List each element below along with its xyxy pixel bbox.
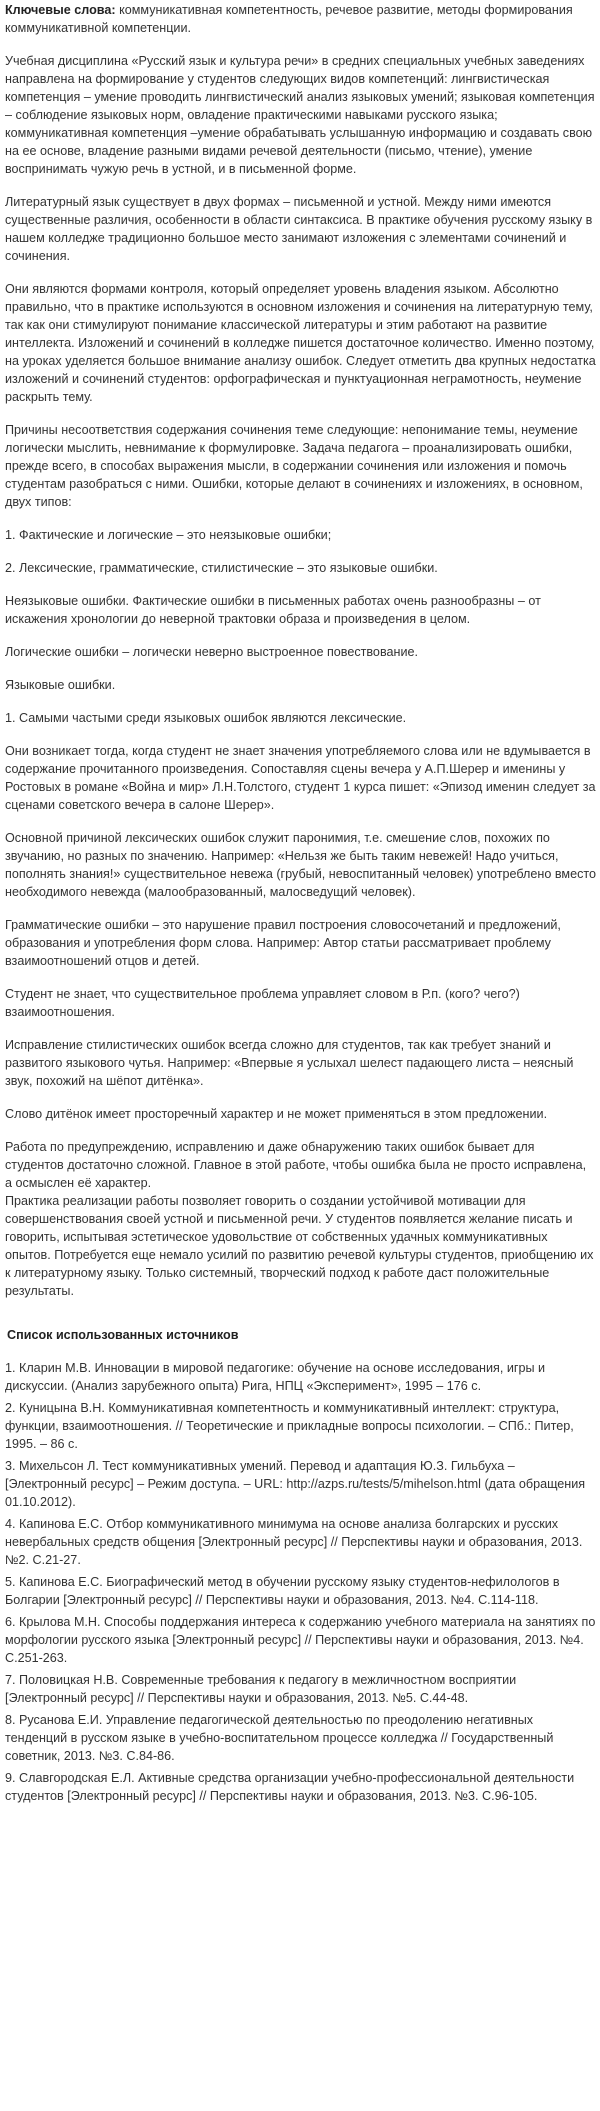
references-title: Список использованных источников	[7, 1328, 239, 1342]
keywords-text: коммуникативная компетентность, речевое развитие, методы формирования коммуникативной компетенции.	[5, 3, 573, 35]
paragraph: Учебная дисциплина «Русский язык и культура речи» в средних специальных учебных заведениях направлена на формирование у студентов следующих видов компетенций: лингвистическая компетенция – умение проводить лингвистический анализ языковых умений; языковая компетенция – соблюдение языковых норм, овладение практическими навыками русского языка; коммуникативная компетенция –умение обрабатывать услышанную информацию и создавать свою на ее основе, владение разными видами речевой деятельности (письмо, чтение), умение воспринимать чужую речь в устной, и в письменной форме.	[5, 54, 595, 176]
paragraph: Литературный язык существует в двух формах – письменной и устной. Между ними имеются существенные различия, особенности в области синтаксиса. В практике обучения русскому языку в нашем колледже традиционно большое место занимают изложения с элементами сочинений и сочинения.	[5, 195, 593, 263]
reference-item: 9. Славгородская Е.Л. Активные средства организации учебно-профессиональной деятельности студентов [Электронный ресурс] // Перспективы науки и образования, 2013. №3. С.96-105.	[5, 1771, 575, 1803]
paragraph: Студент не знает, что существительное проблема управляет словом в Р.п. (кого? чего?) взаимоотношения.	[5, 987, 520, 1019]
paragraph: Основной причиной лексических ошибок служит паронимия, т.е. смешение слов, похожих по звучанию, но разных по значению. Например: «Нельзя же быть таким невежей! Надо учиться, пополнять знания!» существительное невежа (грубый, невоспитанный человек) употреблено вместо необходимого невежда (малообразованный, малосведущий человек).	[5, 831, 597, 899]
reference-item: 5. Капинова Е.С. Биографический метод в обучении русскому языку студентов-нефилологов в Болгарии [Электронный ресурс] // Перспективы науки и образования, 2013. №4. С.114-118.	[5, 1575, 560, 1607]
paragraph: Исправление стилистических ошибок всегда сложно для студентов, так как требует знаний и развитого языкового чутья. Например: «Впервые я услыхал шелест падающего листа – неясный звук, похожий на шёпот дитёнка».	[5, 1038, 574, 1088]
paragraph: Логические ошибки – логически неверно выстроенное повествование.	[5, 645, 418, 659]
reference-item: 1. Кларин М.В. Инновации в мировой педагогике: обучение на основе исследования, игры и дискуссии. (Анализ зарубежного опыта) Рига, НПЦ «Эксперимент», 1995 – 176 с.	[5, 1361, 546, 1393]
paragraph: Они возникает тогда, когда студент не знает значения употребляемого слова или не вдумывается в содержание прочитанного произведения. Сопоставляя сцены вечера у А.П.Шерер и именины у Ростовых в романе «Война и мир» Л.Н.Толстого, студент 1 курса пишет: «Эпизод именин следует за сценами советского вечера в салоне Шерер».	[5, 744, 596, 812]
paragraph: Работа по предупреждению, исправлению и даже обнаружению таких ошибок бывает для студентов достаточно сложной. Главное в этой работе, чтобы ошибка была не просто исправлена, а осмыслен её характер.	[5, 1140, 587, 1190]
reference-item: 6. Крылова М.Н. Способы поддержания интереса к содержанию учебного материала на занятиях по морфологии русского языка [Электронный ресурс] // Перспективы науки и образования, 2013. №4. С.251-263.	[5, 1615, 596, 1665]
reference-item: 7. Половицкая Н.В. Современные требования к педагогу в межличностном восприятии [Электронный ресурс] // Перспективы науки и образования, 2013. №5. С.44-48.	[5, 1673, 517, 1705]
reference-item: 8. Русанова Е.И. Управление педагогической деятельностью по преодолению негативных тенденций в русском языке в учебно-воспитательном процессе колледжа // Государственный советник, 2013. №3. С.84-86.	[5, 1713, 554, 1763]
references-list	[5, 1359, 596, 1805]
reference-item: 3. Михельсон Л. Тест коммуникативных умений. Перевод и адаптация Ю.З. Гильбуха – [Электронный ресурс] – Режим доступа. – URL: http://azps.ru/tests/5/mihelson.html (дата обращения 01.10.2012).	[5, 1459, 586, 1509]
paragraph: 1. Фактические и логические – это неязыковые ошибки;	[5, 528, 332, 542]
paragraph: Языковые ошибки.	[5, 678, 116, 692]
paragraph: Грамматические ошибки – это нарушение правил построения словосочетаний и предложений, образования и употребления форм слова. Например: Автор статьи рассматривает проблему взаимоотношений отцов и детей.	[5, 918, 561, 968]
paragraph: 2. Лексические, грамматические, стилистические – это языковые ошибки.	[5, 561, 438, 575]
reference-item: 4. Капинова Е.С. Отбор коммуникативного минимума на основе анализа болгарских и русских невербальных средств общения [Электронный ресурс] // Перспективы науки и образования, 2013. №2. С.21-27.	[5, 1517, 583, 1567]
paragraph: Неязыковые ошибки. Фактические ошибки в письменных работах очень разнообразны – от искажения хронологии до неверной трактовки образа и произведения в целом.	[5, 594, 541, 626]
paragraph: 1. Самыми частыми среди языковых ошибок являются лексические.	[5, 711, 407, 725]
paragraph: Слово дитёнок имеет просторечный характер и не может применяться в этом предложении.	[5, 1107, 548, 1121]
paragraph: Они являются формами контроля, который определяет уровень владения языком. Абсолютно правильно, что в практике используются в основном изложения и сочинения на литературную тему, так как они стимулируют понимание классической литературы и этим работают на развитие интеллекта. Изложений и сочинений в колледже пишется достаточное количество. Именно поэтому, на уроках уделяется большое внимание анализу ошибок. Следует отметить два крупных недостатка изложений и сочинений студентов: орфографическая и пунктуационная неграмотность, неумение раскрыть тему.	[5, 282, 596, 404]
keywords	[5, 1, 596, 37]
keywords-label: Ключевые слова:	[5, 3, 116, 17]
reference-item: 2. Куницына В.Н. Коммуникативная компетентность и коммуникативный интеллект: структура, функции, взаимоотношения. // Теоретические и прикладные вопросы психологии. – СПб.: Питер, 1995. – 86 с.	[5, 1401, 574, 1451]
paragraph: Практика реализации работы позволяет говорить о создании устойчивой мотивации для совершенствования своей устной и письменной речи. У студентов появляется желание писать и говорить, испытывая эстетическое удовольствие от собственных удачных коммуникативных опытов. Потребуется еще немало усилий по развитию речевой культуры студентов, приобщению их к литературному языку. Только системный, творческий подход к работе даст положительные результаты.	[5, 1194, 594, 1298]
paragraph: Причины несоответствия содержания сочинения теме следующие: непонимание темы, неумение логически мыслить, невнимание к формулировке. Задача педагога – проанализировать ошибки, прежде всего, в способах выражения мысли, в содержании сочинения или изложения и помочь студентам разобраться с ними. Ошибки, которые делают в сочинениях и изложениях, в основном, двух типов:	[5, 423, 583, 509]
